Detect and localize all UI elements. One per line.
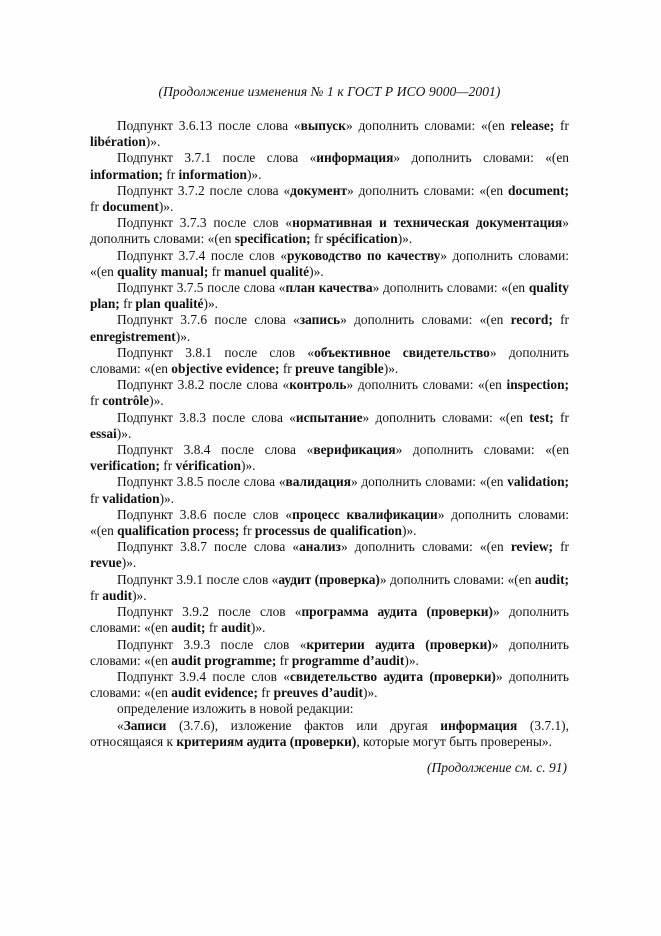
paragraph	[90, 215, 569, 247]
text-run: Подпункт 3.7.2 после слова «	[117, 182, 291, 198]
term-bold: document	[102, 199, 159, 215]
term-bold: validation	[102, 490, 160, 506]
text-run: » дополнить словами: «(en	[372, 280, 529, 296]
term-bold: нормативная и техническая документация	[292, 215, 563, 231]
text-run: Подпункт 3.7.5 после слова «	[117, 280, 286, 296]
paragraph	[90, 410, 569, 442]
text-run: » дополнить словами: «(en	[340, 539, 511, 555]
term-bold: objective evidence;	[171, 361, 280, 377]
text-run: » дополнить словами: «(en	[350, 474, 508, 490]
text-run: fr	[90, 490, 103, 506]
text-run: )».	[116, 425, 132, 441]
text-run: fr	[276, 652, 292, 668]
term-bold: аудит (проверка)	[278, 571, 380, 587]
term-bold: record;	[510, 312, 553, 328]
text-run: Подпункт 3.7.1 после слова «	[117, 150, 317, 166]
term-bold: документ	[290, 182, 348, 198]
text-run: » дополнить словами: «(en	[90, 344, 569, 377]
term-bold: audit programme;	[171, 652, 277, 668]
text-run: » дополнить словами: «(en	[347, 182, 508, 198]
term-bold: критерии аудита (проверки)	[306, 636, 492, 652]
term-bold: spécification	[326, 231, 398, 247]
text-run: (3.7.1), относящаяся к	[90, 717, 569, 749]
text-run: )».	[397, 231, 413, 247]
term-bold: contrôle	[102, 393, 150, 409]
text-run: )».	[362, 685, 378, 701]
paragraph	[90, 507, 569, 539]
text-run: » дополнить словами: «(en	[395, 442, 570, 458]
term-bold: план качества	[285, 280, 373, 296]
text-run: Подпункт 3.9.1 после слов «	[117, 571, 279, 587]
text-run: )».	[240, 458, 256, 474]
text-run: Подпункт 3.9.3 после слов «	[117, 636, 307, 652]
text-run: » дополнить словами: «(en	[379, 571, 535, 587]
text-run: fr	[90, 199, 103, 215]
term-bold: объективное свидетельство	[314, 344, 490, 360]
paragraph	[90, 718, 569, 750]
term-bold: preuve tangible	[295, 361, 384, 377]
term-bold: revue	[90, 555, 122, 571]
text-run: Подпункт 3.8.7 после слова «	[117, 539, 300, 555]
text-run: » дополнить словами: «(en	[90, 506, 569, 539]
text-run: Подпункт 3.8.4 после слова «	[117, 442, 314, 458]
text-run: » дополнить словами: «(en	[90, 247, 570, 279]
text-run: Подпункт 3.8.2 после слова «	[117, 377, 290, 393]
term-bold: review;	[510, 539, 553, 555]
term-bold: programme d’audit	[291, 652, 405, 668]
text-run: )».	[158, 199, 174, 215]
term-bold: Записи	[123, 717, 167, 733]
text-run: )».	[309, 263, 324, 279]
text-run: )».	[203, 296, 219, 312]
term-bold: plan qualité	[135, 296, 204, 312]
term-bold: процесс квалификации	[292, 506, 438, 522]
paragraph	[90, 539, 569, 571]
text-run: » дополнить словами: «(en	[340, 312, 511, 328]
term-bold: валидация	[285, 474, 351, 490]
term-bold: информация	[316, 150, 394, 166]
term-bold: информация	[440, 717, 518, 733]
text-run: fr	[90, 587, 103, 603]
text-run: fr	[552, 312, 569, 328]
paragraph	[90, 669, 569, 701]
text-run: )».	[250, 620, 266, 636]
text-run: fr	[279, 361, 296, 377]
term-bold: quality manual;	[117, 263, 209, 279]
term-bold: критериям аудита (проверки)	[176, 733, 357, 749]
text-run: «	[117, 717, 124, 733]
text-run: )».	[145, 134, 161, 150]
term-bold: processus de qualification	[254, 523, 402, 539]
text-run: fr	[159, 458, 176, 474]
paragraph	[90, 637, 569, 669]
text-run: fr	[552, 539, 569, 555]
text-run: » дополнить словами: «(en	[346, 377, 507, 393]
term-bold: manuel qualité	[223, 263, 310, 279]
text-run: » дополнить словами: «(en	[90, 604, 569, 636]
text-run: )».	[402, 523, 417, 539]
text-run: fr	[90, 393, 103, 409]
text-run: )».	[159, 490, 175, 506]
term-bold: libération	[90, 134, 146, 150]
text-run: )».	[149, 393, 164, 409]
paragraph	[90, 150, 569, 182]
text-run: » дополнить словами: «(en	[362, 409, 530, 425]
text-run: fr	[205, 620, 222, 636]
term-bold: audit	[102, 587, 133, 603]
text-run: )».	[404, 652, 419, 668]
text-run: (3.7.6), изложение фактов или другая	[166, 717, 441, 733]
text-run: fr	[553, 409, 569, 425]
document-body	[90, 118, 569, 750]
paragraph	[90, 312, 569, 344]
text-run: Подпункт 3.8.5 после слова «	[117, 474, 286, 490]
text-run: fr	[310, 231, 327, 247]
term-bold: свидетельство аудита (проверки)	[289, 668, 496, 684]
term-bold: audit	[221, 620, 251, 636]
term-bold: information;	[90, 166, 163, 182]
term-bold: программа аудита (проверки)	[301, 604, 493, 620]
text-run: fr	[239, 523, 255, 539]
term-bold: контроль	[289, 377, 347, 393]
paragraph	[90, 474, 569, 506]
text-run: » дополнить словами: «(en	[90, 215, 569, 247]
term-bold: qualification process;	[117, 523, 240, 539]
text-run: )».	[132, 587, 147, 603]
paragraph	[90, 280, 569, 312]
text-run: )».	[121, 555, 137, 571]
paragraph	[90, 604, 569, 636]
text-run: » дополнить словами: «(en	[393, 150, 569, 166]
text-run: fr	[162, 166, 179, 182]
paragraph	[90, 183, 569, 215]
term-bold: руководство по качеству	[287, 247, 441, 263]
page-header: (Продолжение изменения № 1 к ГОСТ Р ИСО 9000—2001)	[158, 84, 501, 99]
text-run: Подпункт 3.9.4 после слов «	[117, 668, 290, 684]
paragraph	[90, 248, 569, 280]
term-bold: audit;	[171, 620, 206, 636]
text-run: Подпункт 3.9.2 после слов «	[117, 604, 302, 620]
term-bold: audit evidence;	[171, 685, 258, 701]
term-bold: запись	[299, 312, 341, 328]
text-run: )».	[383, 361, 399, 377]
text-run: Подпункт 3.6.13 после слова «	[117, 118, 301, 133]
term-bold: inspection;	[506, 377, 569, 393]
text-run: Подпункт 3.8.1 после слов «	[117, 344, 315, 360]
paragraph	[90, 118, 569, 150]
term-bold: enregistrement	[90, 328, 176, 344]
term-bold: quality plan;	[90, 280, 569, 312]
term-bold: document;	[508, 182, 569, 198]
term-bold: испытание	[295, 409, 363, 425]
text-run: )».	[246, 166, 262, 182]
term-bold: verification;	[90, 458, 160, 474]
text-run: Подпункт 3.8.6 после слов «	[117, 506, 293, 522]
text-run: fr	[554, 118, 569, 133]
text-run: Подпункт 3.7.4 после слов «	[117, 247, 288, 263]
paragraph	[90, 442, 569, 474]
text-run: » дополнить словами: «(en	[90, 668, 570, 701]
term-bold: information	[178, 166, 247, 182]
text-run: fr	[119, 296, 136, 312]
text-run: fr	[208, 263, 224, 279]
paragraph	[90, 377, 569, 409]
term-bold: essai	[90, 425, 117, 441]
text-run: Подпункт 3.7.6 после слова «	[117, 312, 300, 328]
term-bold: release;	[510, 118, 555, 133]
page-footer: (Продолжение см. с. 91)	[427, 759, 567, 775]
paragraph	[90, 701, 569, 717]
term-bold: vérification	[175, 458, 241, 474]
term-bold: validation;	[507, 474, 569, 490]
paragraph	[90, 345, 569, 377]
term-bold: audit;	[534, 571, 569, 587]
term-bold: анализ	[299, 539, 341, 555]
text-run: )».	[175, 328, 191, 344]
term-bold: specification;	[234, 231, 311, 247]
text-run: определение изложить в новой редакции:	[117, 701, 354, 717]
term-bold: верификация	[313, 442, 396, 458]
paragraph	[90, 572, 569, 604]
term-bold: выпуск	[300, 118, 346, 133]
term-bold: test;	[529, 409, 554, 425]
text-run: Подпункт 3.7.3 после слов «	[117, 215, 293, 231]
text-run: fr	[257, 685, 274, 701]
term-bold: preuves d’audit	[273, 685, 363, 701]
text-run: » дополнить словами: «(en	[90, 636, 569, 668]
text-run: Подпункт 3.8.3 после слова «	[117, 409, 296, 425]
text-run: » дополнить словами: «(en	[345, 118, 511, 133]
text-run: , которые могут быть проверены».	[356, 733, 552, 749]
